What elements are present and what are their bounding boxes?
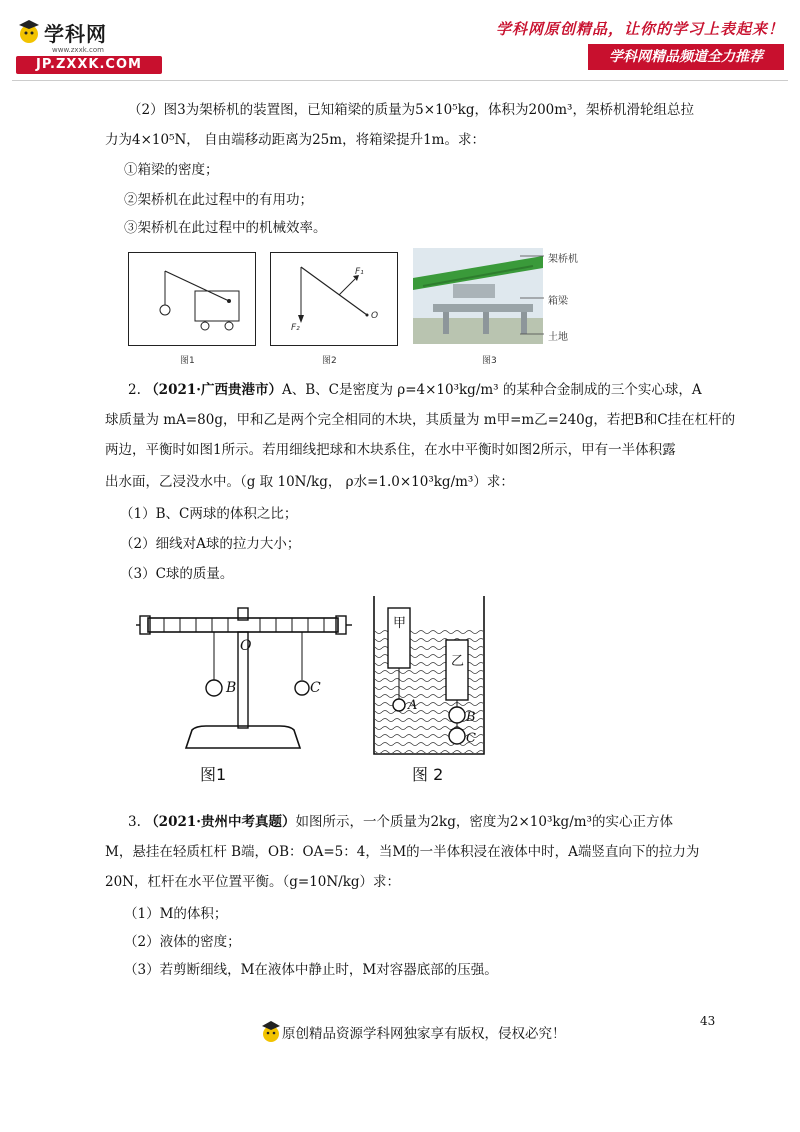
fig3-label-crane: 架桥机	[548, 254, 578, 265]
ball-label-c: C	[466, 731, 476, 746]
q2-line2: 球质量为 mA=80g，甲和乙是两个完全相同的木块，其质量为 m甲=m乙=240g，若把B和C挂在杠杆的	[105, 412, 736, 428]
fig2-o-label: O	[371, 311, 379, 321]
footer-copyright: 原创精品资源学科网独家享有版权，侵权必究！	[282, 1026, 566, 1042]
q3-sub3: （3）若剪断细线，M在液体中静止时，M对容器底部的压强。	[124, 962, 498, 978]
fig3-pointer-lines	[520, 250, 550, 340]
q3-sub2: （2）液体的密度；	[124, 934, 241, 950]
fig3-label-ground: 土地	[548, 332, 568, 343]
header-slogan: 学科网原创精品，让你的学习上表起来！	[495, 20, 784, 38]
q3-number: 3.	[128, 814, 141, 830]
fig2-caption: 图2	[322, 356, 337, 366]
fig2-water-caption: 图 2	[412, 765, 444, 784]
q2-source: （2021·广西贵港市）	[145, 382, 282, 398]
header-banner-text: 学科网精品频道全力推荐	[609, 49, 763, 65]
q2-line4: 出水面，乙浸没水中。（g 取 10N/kg， ρ水=1.0×10³kg/m³）求：	[105, 474, 514, 490]
q3-line2: M，悬挂在轻质杠杆 B端，OB：OA=5：4，当M的一半体积浸在液体中时，A端竖直向下的拉力为	[105, 844, 700, 860]
page-number: 43	[700, 1014, 716, 1028]
block-label-jia: 甲	[393, 616, 407, 631]
mascot-icon	[14, 16, 44, 46]
q2-sub3: （3）C球的质量。	[120, 566, 234, 582]
fig1-lever-balance	[136, 602, 352, 752]
lever-label-o: O	[240, 638, 252, 654]
force-sketch	[271, 253, 397, 345]
q1-sub3: ③架桥机在此过程中的机械效率。	[124, 220, 327, 236]
q3-line3: 20N，杠杆在水平位置平衡。（g=10N/kg）求：	[105, 874, 401, 890]
fig2-f1-label: F₁	[355, 267, 364, 277]
ball-label-a: A	[408, 698, 418, 713]
q2-sub1: （1）B、C两球的体积之比；	[120, 506, 298, 522]
q2-line3: 两边，平衡时如图1所示。若用细线把球和木块系住，在水中平衡时如图2所示，甲有一半体积露	[105, 442, 676, 458]
q3-line1-text: 如图所示，一个质量为2kg，密度为2×10³kg/m³的实心正方体	[295, 814, 673, 830]
logo-url: www.zxxk.com	[52, 46, 104, 54]
fig3-caption: 图3	[482, 356, 497, 366]
q2-number: 2.	[128, 382, 141, 398]
q2-line1-text: A、B、C是密度为 ρ=4×10³kg/m³ 的某种合金制成的三个实心球，A	[281, 382, 702, 398]
fig2-force-diagram	[270, 252, 398, 346]
q1-sub2: ②架桥机在此过程中的有用功；	[124, 192, 313, 208]
q1-part2-line1: （2）图3为架桥机的装置图，已知箱梁的质量为5×10⁵kg，体积为200m³，架桥机滑轮组总拉	[128, 102, 694, 118]
fig3-label-girder: 箱梁	[548, 296, 568, 307]
fig1-crane-diagram	[128, 252, 256, 346]
q3-sub1: （1）M的体积；	[124, 906, 228, 922]
q1-part2-line2: 力为4×10⁵N， 自由端移动距离为25m，将箱梁提升1m。求：	[105, 132, 485, 148]
logo-domain-bar	[16, 56, 162, 74]
lever-label-b: B	[226, 680, 237, 696]
lever-label-c: C	[310, 680, 321, 696]
fig1-lever-caption: 图1	[200, 765, 227, 784]
logo-domain: JP.ZXXK.COM	[36, 57, 142, 72]
q2-sub2: （2）细线对A球的拉力大小；	[120, 536, 301, 552]
fig2-f2-label: F₂	[291, 323, 300, 333]
header-banner	[588, 44, 784, 70]
logo-text: 学科网	[44, 22, 107, 46]
q1-sub1: ①箱梁的密度；	[124, 162, 219, 178]
footer-mascot-icon	[260, 1018, 282, 1046]
site-logo[interactable]	[14, 16, 164, 76]
block-label-yi: 乙	[451, 654, 465, 669]
q3-line1	[128, 812, 673, 832]
crane-sketch	[129, 253, 255, 345]
fig1-caption: 图1	[180, 356, 195, 366]
header-divider	[12, 80, 788, 81]
ball-label-b: B	[466, 710, 476, 725]
q2-line1	[128, 380, 702, 400]
q3-source: （2021·贵州中考真题）	[145, 814, 296, 830]
